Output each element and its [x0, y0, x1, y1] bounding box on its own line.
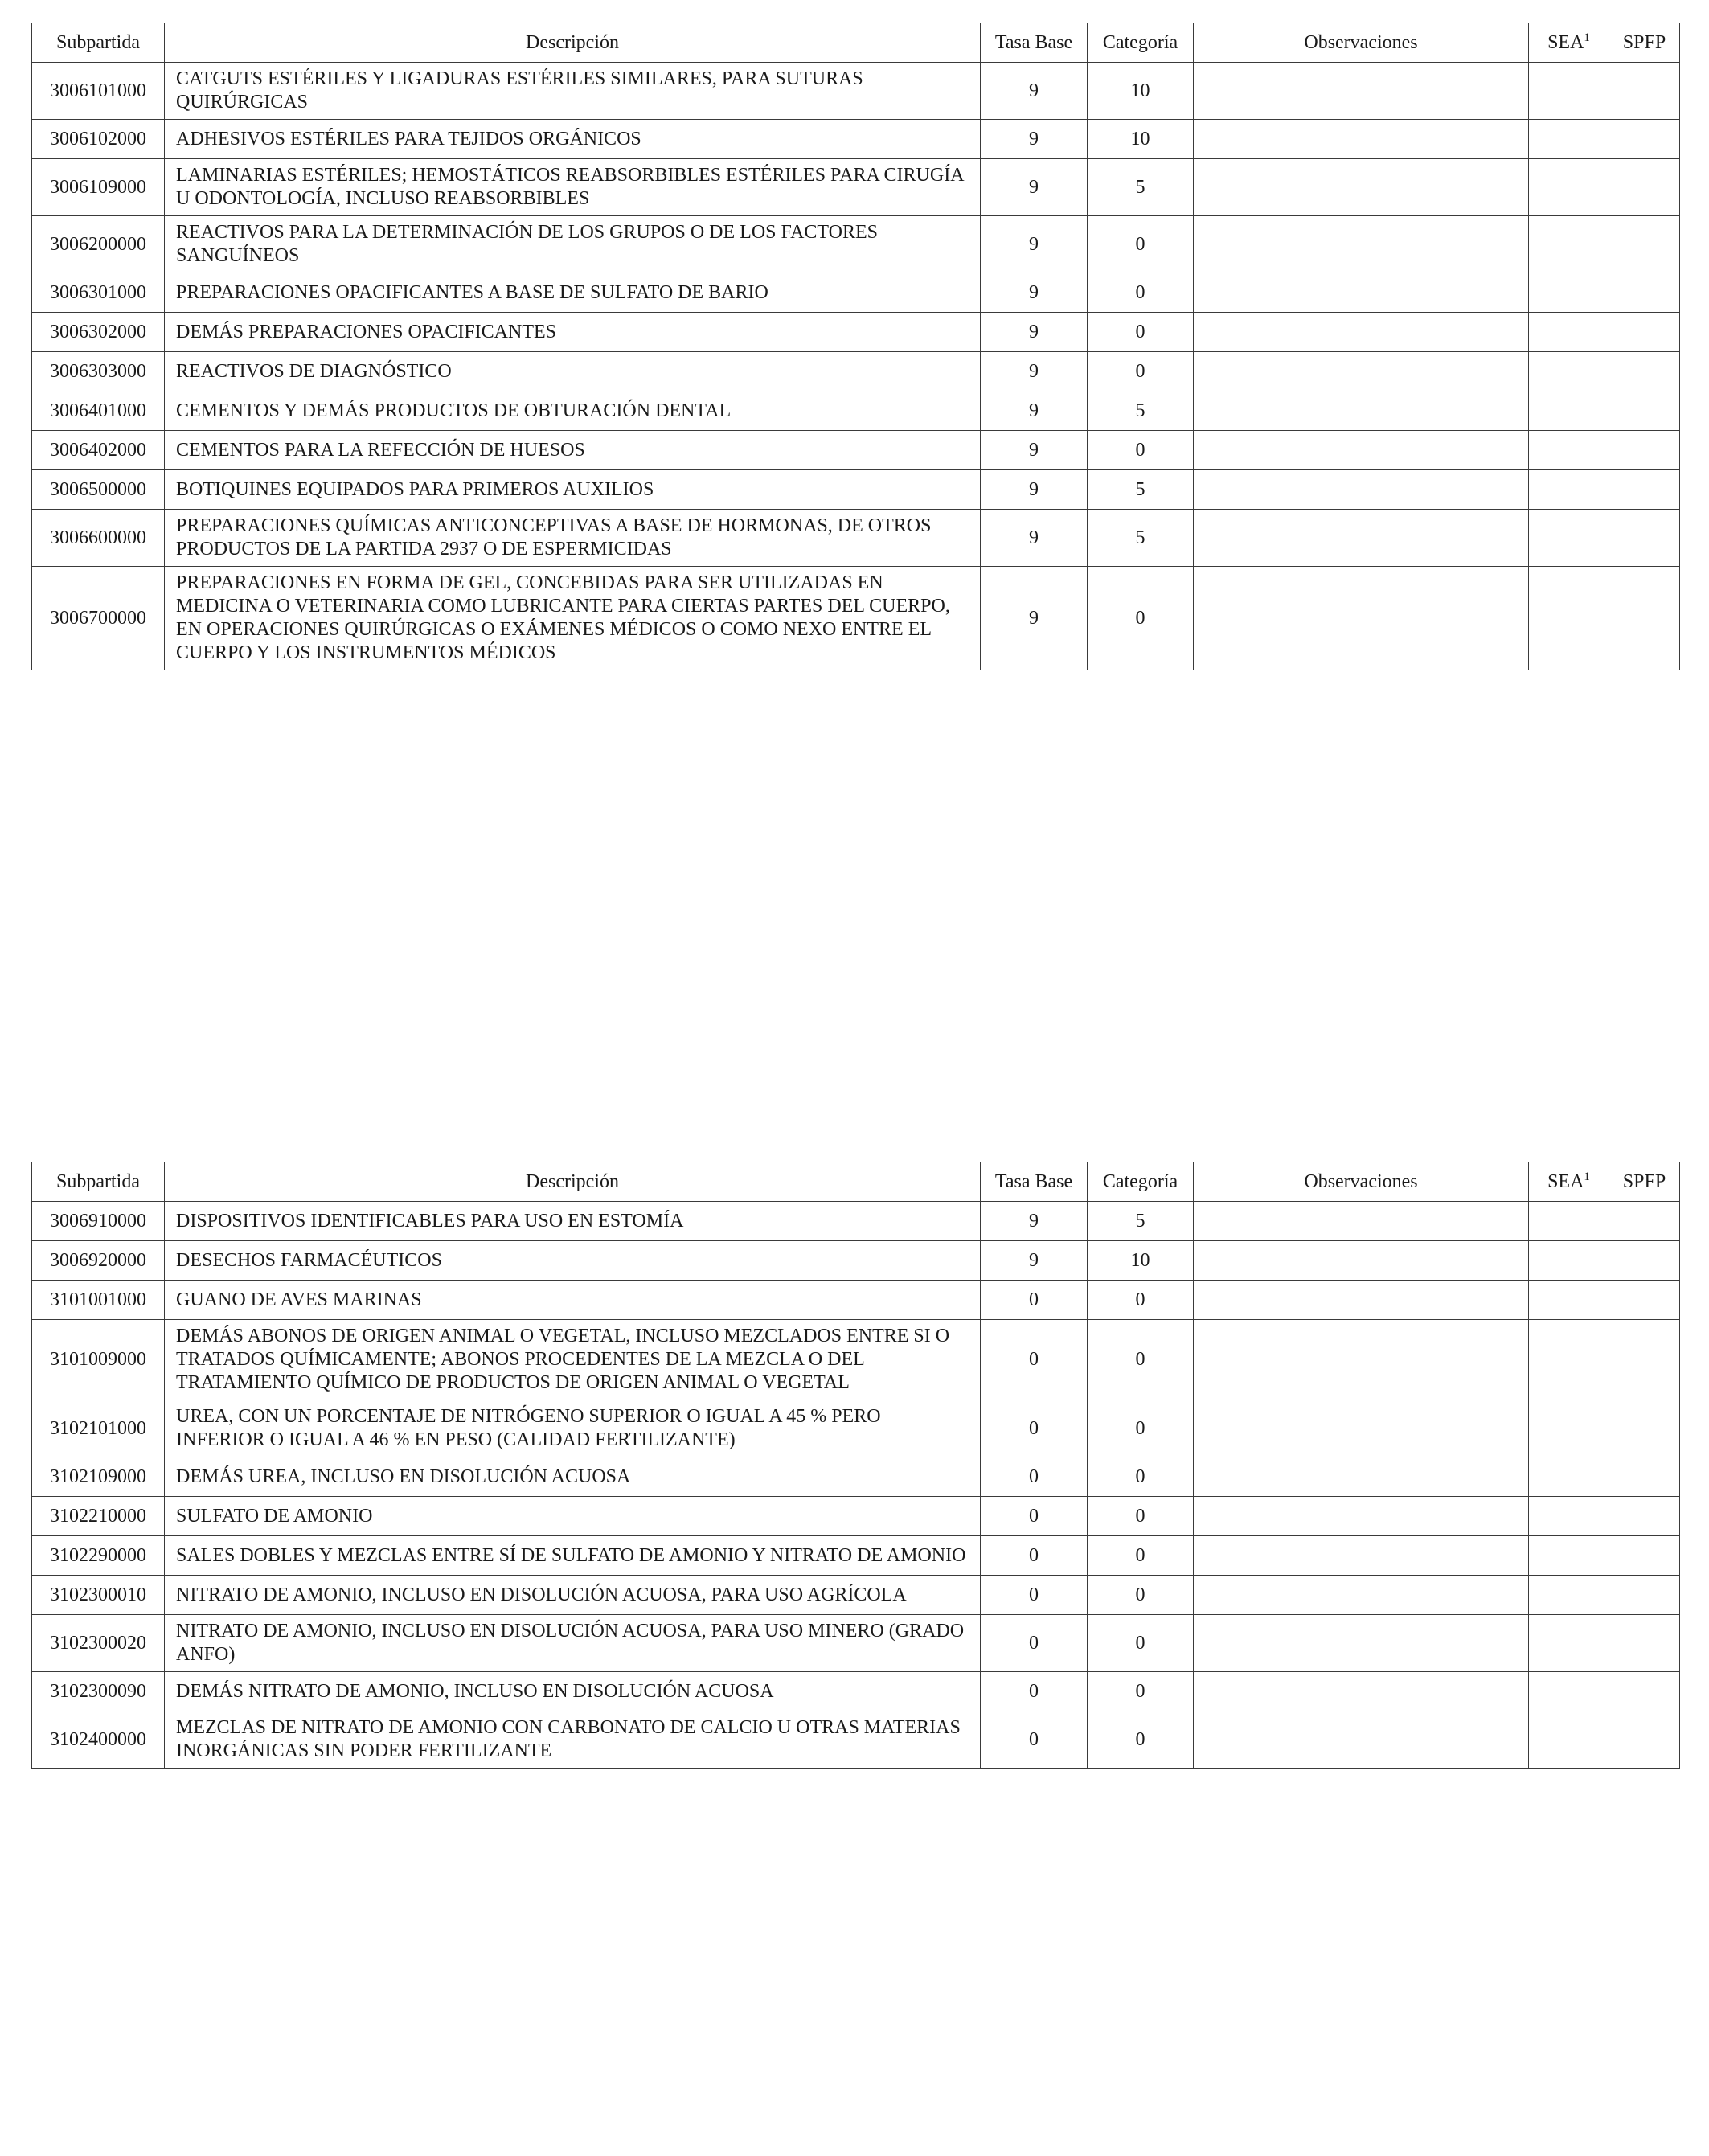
header-categoria: Categoría [1088, 23, 1194, 63]
subpartida-cell: 3102300020 [32, 1615, 165, 1672]
header-sea-footnote: 1 [1584, 1170, 1590, 1183]
descripcion-cell: BOTIQUINES EQUIPADOS PARA PRIMEROS AUXILIOS [165, 470, 981, 510]
categoria-cell: 5 [1088, 510, 1194, 567]
categoria-cell: 10 [1088, 63, 1194, 120]
table-row [32, 470, 1680, 510]
tariff-table-2 [31, 1162, 1680, 1769]
spfp-cell [1609, 1497, 1680, 1536]
subpartida-cell: 3102210000 [32, 1497, 165, 1536]
sea-cell [1529, 431, 1609, 470]
header-categoria: Categoría [1088, 1162, 1194, 1202]
header-sea-footnote: 1 [1584, 31, 1590, 44]
tasa-base-cell: 9 [981, 1202, 1088, 1241]
header-descripcion: Descripción [165, 23, 981, 63]
subpartida-cell: 3102300090 [32, 1672, 165, 1711]
tasa-base-cell: 9 [981, 470, 1088, 510]
header-tasa-base: Tasa Base [981, 23, 1088, 63]
table-row [32, 1711, 1680, 1769]
header-row [32, 1162, 1680, 1202]
table-row [32, 273, 1680, 313]
spfp-cell [1609, 1241, 1680, 1281]
spfp-cell [1609, 1320, 1680, 1400]
categoria-cell: 0 [1088, 1497, 1194, 1536]
tasa-base-cell: 9 [981, 391, 1088, 431]
subpartida-cell: 3006600000 [32, 510, 165, 567]
observaciones-cell [1194, 1711, 1529, 1769]
subpartida-cell: 3102290000 [32, 1536, 165, 1576]
subpartida-cell: 3006700000 [32, 567, 165, 670]
table-row [32, 159, 1680, 216]
tasa-base-cell: 0 [981, 1400, 1088, 1457]
descripcion-cell: UREA, CON UN PORCENTAJE DE NITRÓGENO SUPERIOR O IGUAL A 45 % PERO INFERIOR O IGUAL A 46 % EN PESO (CALIDAD FERTILIZANTE) [165, 1400, 981, 1457]
descripcion-cell: ADHESIVOS ESTÉRILES PARA TEJIDOS ORGÁNICOS [165, 120, 981, 159]
spfp-cell [1609, 120, 1680, 159]
header-observaciones: Observaciones [1194, 1162, 1529, 1202]
observaciones-cell [1194, 352, 1529, 391]
subpartida-cell: 3006301000 [32, 273, 165, 313]
descripcion-cell: DEMÁS UREA, INCLUSO EN DISOLUCIÓN ACUOSA [165, 1457, 981, 1497]
tasa-base-cell: 9 [981, 313, 1088, 352]
subpartida-cell: 3006920000 [32, 1241, 165, 1281]
subpartida-cell: 3006109000 [32, 159, 165, 216]
subpartida-cell: 3006401000 [32, 391, 165, 431]
header-subpartida: Subpartida [32, 1162, 165, 1202]
table-body [32, 1202, 1680, 1769]
tasa-base-cell: 0 [981, 1497, 1088, 1536]
observaciones-cell [1194, 470, 1529, 510]
descripcion-cell: REACTIVOS PARA LA DETERMINACIÓN DE LOS GRUPOS O DE LOS FACTORES SANGUÍNEOS [165, 216, 981, 273]
categoria-cell: 0 [1088, 313, 1194, 352]
header-sea [1529, 1162, 1609, 1202]
table-row [32, 1400, 1680, 1457]
spfp-cell [1609, 1457, 1680, 1497]
sea-cell [1529, 1202, 1609, 1241]
table-row [32, 1320, 1680, 1400]
observaciones-cell [1194, 216, 1529, 273]
subpartida-cell: 3102109000 [32, 1457, 165, 1497]
observaciones-cell [1194, 1576, 1529, 1615]
sea-cell [1529, 120, 1609, 159]
descripcion-cell: LAMINARIAS ESTÉRILES; HEMOSTÁTICOS REABSORBIBLES ESTÉRILES PARA CIRUGÍA U ODONTOLOGÍA, INCLUSO REABSORBIBLES [165, 159, 981, 216]
tasa-base-cell: 9 [981, 216, 1088, 273]
subpartida-cell: 3102400000 [32, 1711, 165, 1769]
tasa-base-cell: 9 [981, 159, 1088, 216]
spfp-cell [1609, 567, 1680, 670]
observaciones-cell [1194, 1672, 1529, 1711]
header-tasa-base: Tasa Base [981, 1162, 1088, 1202]
categoria-cell: 0 [1088, 1281, 1194, 1320]
categoria-cell: 5 [1088, 391, 1194, 431]
tasa-base-cell: 9 [981, 120, 1088, 159]
observaciones-cell [1194, 1281, 1529, 1320]
sea-cell [1529, 567, 1609, 670]
descripcion-cell: DISPOSITIVOS IDENTIFICABLES PARA USO EN ESTOMÍA [165, 1202, 981, 1241]
spfp-cell [1609, 1281, 1680, 1320]
table-row [32, 1576, 1680, 1615]
categoria-cell: 0 [1088, 1536, 1194, 1576]
spfp-cell [1609, 1615, 1680, 1672]
header-sea-label: SEA [1547, 1170, 1584, 1192]
observaciones-cell [1194, 1497, 1529, 1536]
descripcion-cell: DEMÁS PREPARACIONES OPACIFICANTES [165, 313, 981, 352]
table-row [32, 1497, 1680, 1536]
categoria-cell: 0 [1088, 567, 1194, 670]
descripcion-cell: REACTIVOS DE DIAGNÓSTICO [165, 352, 981, 391]
header-spfp: SPFP [1609, 1162, 1680, 1202]
tasa-base-cell: 0 [981, 1672, 1088, 1711]
header-subpartida: Subpartida [32, 23, 165, 63]
sea-cell [1529, 1711, 1609, 1769]
descripcion-cell: NITRATO DE AMONIO, INCLUSO EN DISOLUCIÓN ACUOSA, PARA USO AGRÍCOLA [165, 1576, 981, 1615]
subpartida-cell: 3006303000 [32, 352, 165, 391]
spfp-cell [1609, 159, 1680, 216]
descripcion-cell: DEMÁS NITRATO DE AMONIO, INCLUSO EN DISOLUCIÓN ACUOSA [165, 1672, 981, 1711]
categoria-cell: 0 [1088, 1320, 1194, 1400]
descripcion-cell: DESECHOS FARMACÉUTICOS [165, 1241, 981, 1281]
tasa-base-cell: 0 [981, 1536, 1088, 1576]
table-row [32, 313, 1680, 352]
observaciones-cell [1194, 120, 1529, 159]
observaciones-cell [1194, 1241, 1529, 1281]
subpartida-cell: 3006200000 [32, 216, 165, 273]
categoria-cell: 5 [1088, 1202, 1194, 1241]
sea-cell [1529, 313, 1609, 352]
table-body [32, 63, 1680, 670]
subpartida-cell: 3101001000 [32, 1281, 165, 1320]
descripcion-cell: CEMENTOS PARA LA REFECCIÓN DE HUESOS [165, 431, 981, 470]
descripcion-cell: PREPARACIONES EN FORMA DE GEL, CONCEBIDAS PARA SER UTILIZADAS EN MEDICINA O VETERINARIA COMO LUBRICANTE PARA CIERTAS PARTES DEL CUERPO, EN OPERACIONES QUIRÚRGICAS O EXÁMENES MÉDICOS O COMO NEXO ENTRE EL CUERPO Y LOS INSTRUMENTOS MÉDICOS [165, 567, 981, 670]
table-row [32, 120, 1680, 159]
categoria-cell: 0 [1088, 431, 1194, 470]
tasa-base-cell: 0 [981, 1281, 1088, 1320]
tasa-base-cell: 0 [981, 1711, 1088, 1769]
categoria-cell: 5 [1088, 470, 1194, 510]
header-observaciones: Observaciones [1194, 23, 1529, 63]
sea-cell [1529, 1672, 1609, 1711]
sea-cell [1529, 1536, 1609, 1576]
observaciones-cell [1194, 1536, 1529, 1576]
sea-cell [1529, 470, 1609, 510]
table-row [32, 510, 1680, 567]
sea-cell [1529, 159, 1609, 216]
categoria-cell: 0 [1088, 1457, 1194, 1497]
sea-cell [1529, 1241, 1609, 1281]
observaciones-cell [1194, 431, 1529, 470]
header-sea-label: SEA [1547, 31, 1584, 53]
observaciones-cell [1194, 313, 1529, 352]
table-row [32, 1202, 1680, 1241]
spfp-cell [1609, 352, 1680, 391]
subpartida-cell: 3006101000 [32, 63, 165, 120]
table-row [32, 431, 1680, 470]
observaciones-cell [1194, 1457, 1529, 1497]
observaciones-cell [1194, 159, 1529, 216]
descripcion-cell: MEZCLAS DE NITRATO DE AMONIO CON CARBONATO DE CALCIO U OTRAS MATERIAS INORGÁNICAS SIN PODER FERTILIZANTE [165, 1711, 981, 1769]
sea-cell [1529, 63, 1609, 120]
spfp-cell [1609, 1576, 1680, 1615]
tasa-base-cell: 9 [981, 63, 1088, 120]
tasa-base-cell: 9 [981, 273, 1088, 313]
sea-cell [1529, 1615, 1609, 1672]
descripcion-cell: SALES DOBLES Y MEZCLAS ENTRE SÍ DE SULFATO DE AMONIO Y NITRATO DE AMONIO [165, 1536, 981, 1576]
header-row [32, 23, 1680, 63]
tasa-base-cell: 0 [981, 1576, 1088, 1615]
spfp-cell [1609, 63, 1680, 120]
descripcion-cell: PREPARACIONES OPACIFICANTES A BASE DE SULFATO DE BARIO [165, 273, 981, 313]
sea-cell [1529, 1281, 1609, 1320]
tasa-base-cell: 9 [981, 431, 1088, 470]
descripcion-cell: DEMÁS ABONOS DE ORIGEN ANIMAL O VEGETAL, INCLUSO MEZCLADOS ENTRE SI O TRATADOS QUÍMICAMENTE; ABONOS PROCEDENTES DE LA MEZCLA O DEL TRATAMIENTO QUÍMICO DE PRODUCTOS DE ORIGEN ANIMAL O VEGETAL [165, 1320, 981, 1400]
observaciones-cell [1194, 567, 1529, 670]
spfp-cell [1609, 216, 1680, 273]
spfp-cell [1609, 1672, 1680, 1711]
observaciones-cell [1194, 1320, 1529, 1400]
tariff-table-1 [31, 23, 1680, 670]
tasa-base-cell: 0 [981, 1457, 1088, 1497]
table-row [32, 1536, 1680, 1576]
table-row [32, 63, 1680, 120]
sea-cell [1529, 391, 1609, 431]
sea-cell [1529, 1320, 1609, 1400]
subpartida-cell: 3102101000 [32, 1400, 165, 1457]
table-row [32, 567, 1680, 670]
categoria-cell: 0 [1088, 1672, 1194, 1711]
observaciones-cell [1194, 63, 1529, 120]
categoria-cell: 5 [1088, 159, 1194, 216]
table-row [32, 391, 1680, 431]
subpartida-cell: 3006102000 [32, 120, 165, 159]
observaciones-cell [1194, 510, 1529, 567]
table-row [32, 216, 1680, 273]
table-row [32, 1615, 1680, 1672]
table-row [32, 1281, 1680, 1320]
sea-cell [1529, 1497, 1609, 1536]
observaciones-cell [1194, 1615, 1529, 1672]
subpartida-cell: 3102300010 [32, 1576, 165, 1615]
sea-cell [1529, 1576, 1609, 1615]
spfp-cell [1609, 470, 1680, 510]
sea-cell [1529, 1457, 1609, 1497]
categoria-cell: 0 [1088, 352, 1194, 391]
subpartida-cell: 3006500000 [32, 470, 165, 510]
spfp-cell [1609, 1711, 1680, 1769]
header-descripcion: Descripción [165, 1162, 981, 1202]
descripcion-cell: NITRATO DE AMONIO, INCLUSO EN DISOLUCIÓN ACUOSA, PARA USO MINERO (GRADO ANFO) [165, 1615, 981, 1672]
sea-cell [1529, 1400, 1609, 1457]
table-row [32, 1457, 1680, 1497]
spfp-cell [1609, 273, 1680, 313]
header-sea [1529, 23, 1609, 63]
tasa-base-cell: 9 [981, 1241, 1088, 1281]
spfp-cell [1609, 1536, 1680, 1576]
sea-cell [1529, 510, 1609, 567]
header-spfp: SPFP [1609, 23, 1680, 63]
tasa-base-cell: 0 [981, 1615, 1088, 1672]
subpartida-cell: 3006302000 [32, 313, 165, 352]
categoria-cell: 0 [1088, 1615, 1194, 1672]
categoria-cell: 0 [1088, 216, 1194, 273]
descripcion-cell: CATGUTS ESTÉRILES Y LIGADURAS ESTÉRILES SIMILARES, PARA SUTURAS QUIRÚRGICAS [165, 63, 981, 120]
table-row [32, 1672, 1680, 1711]
categoria-cell: 0 [1088, 1576, 1194, 1615]
tasa-base-cell: 9 [981, 510, 1088, 567]
categoria-cell: 0 [1088, 273, 1194, 313]
tasa-base-cell: 9 [981, 567, 1088, 670]
spfp-cell [1609, 391, 1680, 431]
table-row [32, 1241, 1680, 1281]
table-row [32, 352, 1680, 391]
observaciones-cell [1194, 273, 1529, 313]
sea-cell [1529, 352, 1609, 391]
categoria-cell: 10 [1088, 120, 1194, 159]
descripcion-cell: PREPARACIONES QUÍMICAS ANTICONCEPTIVAS A BASE DE HORMONAS, DE OTROS PRODUCTOS DE LA PARTIDA 2937 O DE ESPERMICIDAS [165, 510, 981, 567]
spfp-cell [1609, 1202, 1680, 1241]
observaciones-cell [1194, 1400, 1529, 1457]
sea-cell [1529, 216, 1609, 273]
categoria-cell: 0 [1088, 1400, 1194, 1457]
descripcion-cell: SULFATO DE AMONIO [165, 1497, 981, 1536]
categoria-cell: 10 [1088, 1241, 1194, 1281]
observaciones-cell [1194, 1202, 1529, 1241]
spfp-cell [1609, 510, 1680, 567]
subpartida-cell: 3101009000 [32, 1320, 165, 1400]
spfp-cell [1609, 1400, 1680, 1457]
categoria-cell: 0 [1088, 1711, 1194, 1769]
spfp-cell [1609, 313, 1680, 352]
subpartida-cell: 3006910000 [32, 1202, 165, 1241]
spfp-cell [1609, 431, 1680, 470]
subpartida-cell: 3006402000 [32, 431, 165, 470]
observaciones-cell [1194, 391, 1529, 431]
sea-cell [1529, 273, 1609, 313]
tasa-base-cell: 9 [981, 352, 1088, 391]
tasa-base-cell: 0 [981, 1320, 1088, 1400]
descripcion-cell: CEMENTOS Y DEMÁS PRODUCTOS DE OBTURACIÓN DENTAL [165, 391, 981, 431]
descripcion-cell: GUANO DE AVES MARINAS [165, 1281, 981, 1320]
